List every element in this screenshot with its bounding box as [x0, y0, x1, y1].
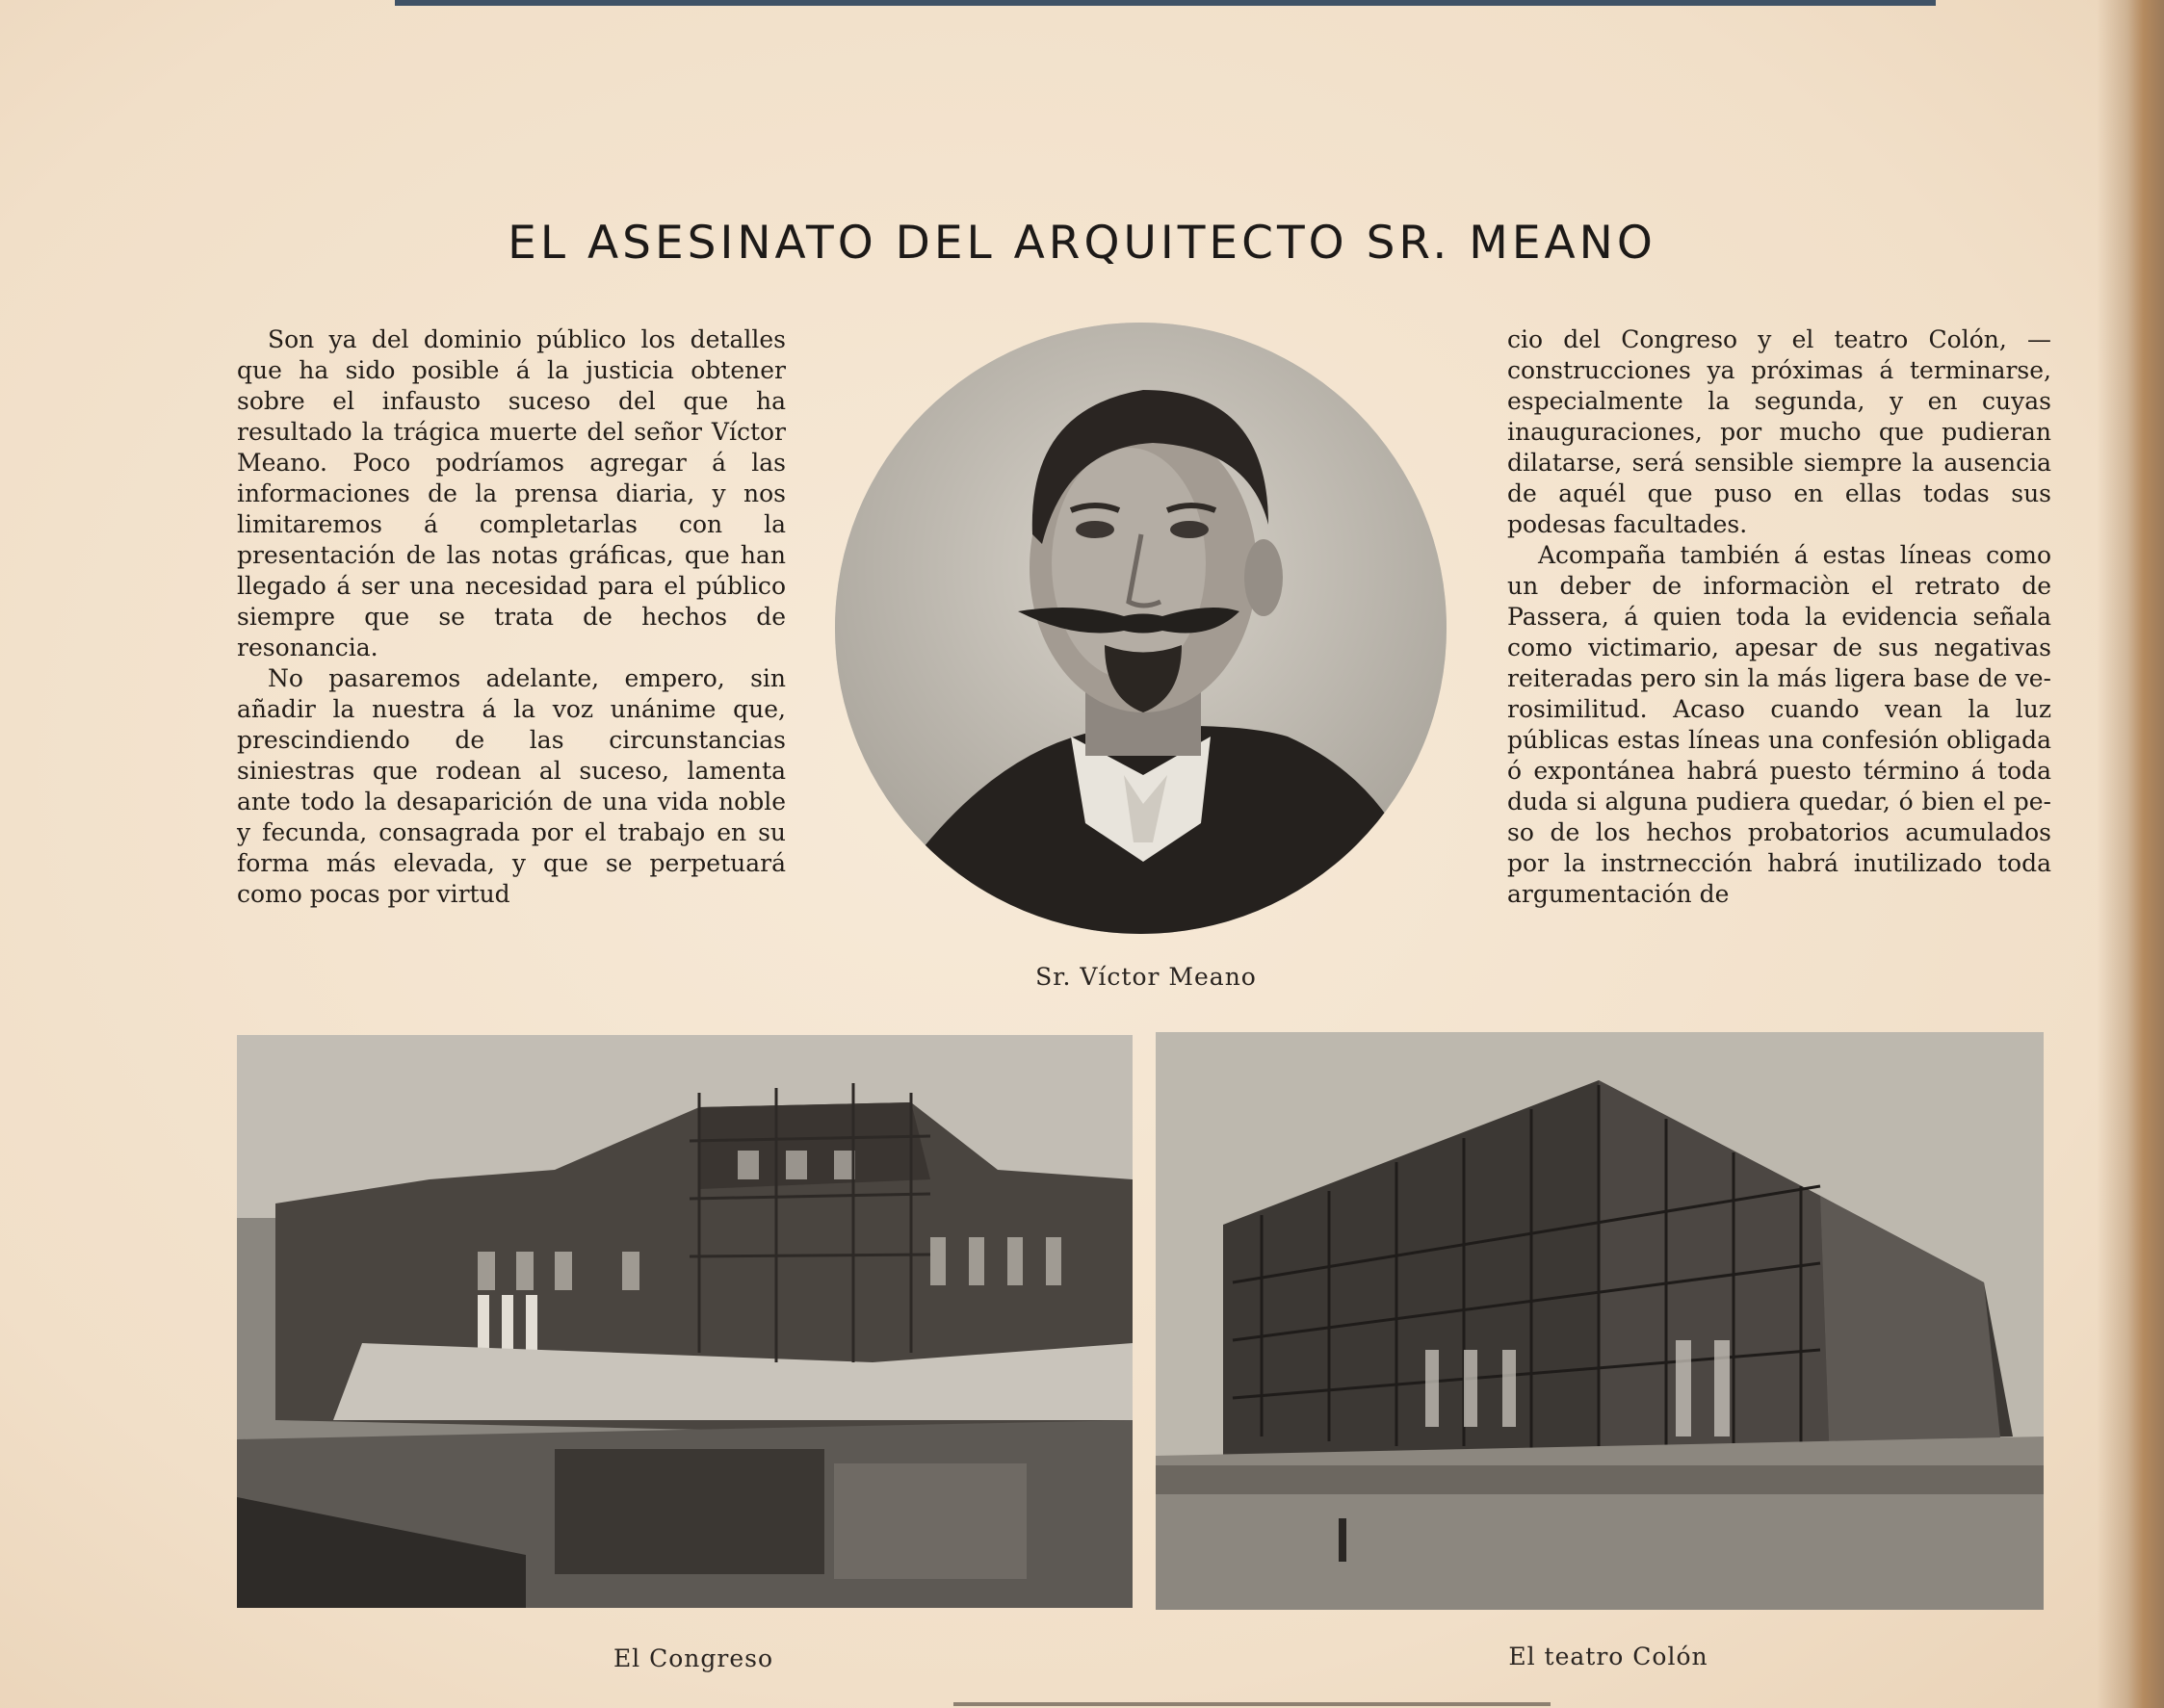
portrait-caption: Sr. Víctor Meano: [1035, 963, 1257, 991]
portrait-photo: [835, 323, 1447, 934]
right-text-column: [1507, 324, 2051, 998]
right-paragraph-1: cio del Congreso y el teatro Colón, —construcciones ya próximas á terminarse, especialmente la segunda, y en cuyas inauguraciones, por mucho que pudieran dilatarse, será sensible siempre la ausencia de aquél que puso en ellas todas sus podesas facultades.: [1507, 325, 2051, 538]
colon-caption: El teatro Colón: [1508, 1643, 1708, 1670]
colon-photo: [1156, 1032, 2044, 1610]
left-paragraph-2: No pasaremos adelante, empero, sin añadir la nuestra á la voz unánime que, prescindiendo de las circunstancias siniestras que rodean al suceso, lamenta ante todo la desaparición de una vida noble y fecunda, consagrada por el trabajo en su forma más elevada, y que se perpetuará como pocas por virtud: [237, 664, 786, 908]
article-title: EL ASESINATO DEL ARQUITECTO SR. MEANO: [508, 217, 1656, 270]
congreso-photo: [237, 1035, 1133, 1608]
right-paragraph-2: Acompaña también á estas líneas como un deber de informaciòn el retrato de Passera, á quien toda la evidencia señala como victimario, apesar de sus negativas reiteradas pero sin la más ligera base de verosimilitud. Acaso cuando vean la luz públicas estas líneas una confesión obligada ó expontánea habrá puesto término á toda duda si alguna pudiera quedar, ó bien el peso de los hechos probatorios acumulados por la instrnección habrá inutilizado toda argumentación de: [1507, 541, 2051, 908]
congreso-caption: El Congreso: [613, 1644, 774, 1672]
left-paragraph-1: Son ya del dominio público los detalles que ha sido posible á la justicia obtener sobre el infausto suceso del que ha resultado la trágica muerte del señor Víctor Meano. Poco podríamos agregar á las informaciones de la prensa diaria, y nos limitaremos á completarlas con la presentación de las notas gráficas, que han llegado á ser una necesidad para el público siempre que se trata de hechos de resonancia.: [237, 325, 786, 661]
bottom-rule: [953, 1702, 1551, 1706]
left-text-column: [237, 324, 786, 998]
binding-strip: [395, 0, 1936, 6]
